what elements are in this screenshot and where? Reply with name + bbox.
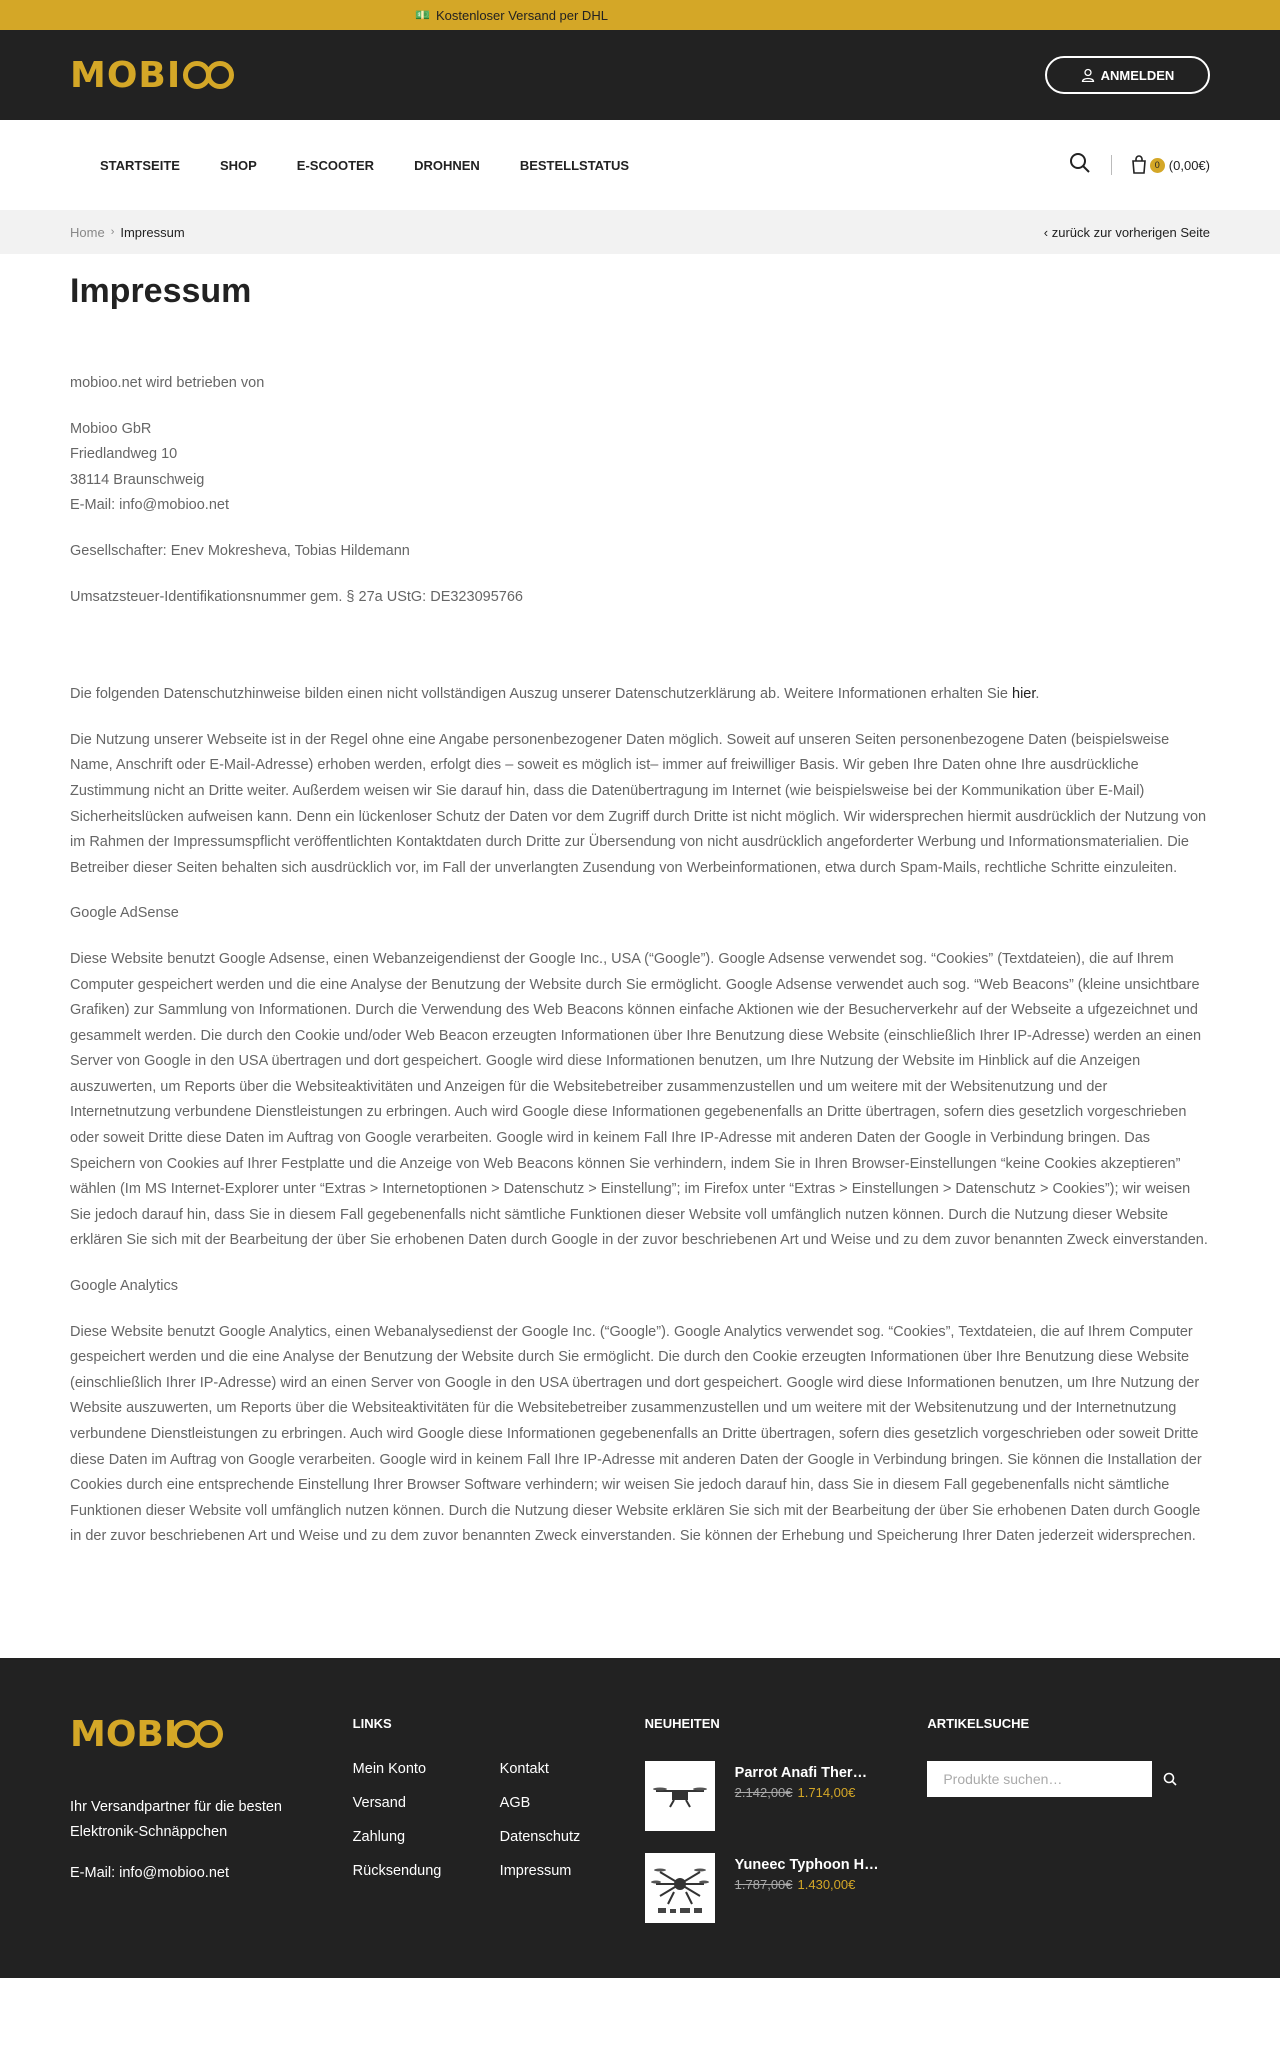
nav-item-bestellstatus[interactable]: BESTELLSTATUS — [519, 157, 630, 173]
vat-text: Umsatzsteuer-Identifikationsnummer gem. § 27a UStG: DE323095766 — [70, 588, 523, 605]
analytics-heading: Google Analytics — [70, 1278, 179, 1295]
footer-search — [927, 1698, 1210, 1978]
footer-logo[interactable] — [70, 1714, 353, 1755]
nav-item-shop[interactable]: SHOP — [219, 157, 257, 173]
chevron-left-icon: ‹ — [1043, 224, 1052, 240]
login-label: ANMELDEN — [1100, 67, 1175, 83]
cart-count-badge: 0 — [1150, 158, 1165, 173]
partners-text: Gesellschafter: Enev Mokresheva, Tobias Hildemann — [70, 542, 410, 559]
chevron-right-icon: › — [110, 226, 115, 238]
product-item[interactable] — [645, 1761, 928, 1831]
login-button[interactable] — [1045, 56, 1210, 94]
breadcrumb — [0, 210, 1280, 254]
site-header — [0, 30, 1280, 120]
footer-search-heading: ARTIKELSUCHE — [927, 1715, 1030, 1731]
privacy-link[interactable]: hier — [1012, 686, 1036, 703]
footer-link-impressum[interactable]: Impressum — [499, 1862, 572, 1879]
logo-text: MOBI — [70, 54, 182, 96]
privacy-intro-text: Die folgenden Datenschutzhinweise bilden einen nicht vollständigen Auszug unserer Datenschutzerklärung ab. Weitere Informationen erhalten Sie — [70, 686, 1013, 703]
breadcrumb-home[interactable]: Home — [70, 224, 105, 240]
site-logo[interactable] — [70, 55, 234, 96]
logo-rings — [181, 61, 234, 89]
drone-image[interactable] — [645, 1853, 715, 1923]
analytics-paragraph: Diese Website benutzt Google Analytics, einen Webanalysedienst der Google Inc. (“Google”). Google Analytics verwendet sog. “Cookies”, Textdateien, die auf Ihrem Computer gespeichert werden und die eine Analyse der Benutzung der Website durch Sie ermöglicht. Die durch den Cookie erzeugten Informationen über Ihre Benutzung diese Website (einschließlich Ihrer IP-Adresse) wird an einen Server von Google in den USA übertragen und dort gespeichert. Google wird diese Informationen benutzen, um Ihre Nutzung der Website auszuwerten, um Reports über die Websiteaktivitäten für die Websitebetreiber zusammenzustellen und um weitere mit der Websitenutzung und der Internetnutzung verbundene Dienstleistungen zu erbringen. Auch wird Google diese Informationen gegebenenfalls an Dritte übertragen, sofern dies gesetzlich vorgeschrieben oder soweit Dritte diese Daten im Auftrag von Google verarbeiten. Google wird in keinem Fall Ihre IP-Adresse mit anderen Daten der Google in Verbindung bringen. Sie können die Installation der Cookies durch eine entsprechende Einstellung Ihrer Browser Software verhindern; wir weisen Sie jedoch darauf hin, dass Sie in diesem Fall gegebenenfalls nicht sämtliche Funktionen dieser Website voll umfänglich nutzen können. Durch die Nutzung dieser Website erklären Sie sich mit der Bearbeitung der über Sie erhobenen Daten durch Google in der zuvor beschriebenen Art und Weise und zu dem zuvor benannten Zweck einverstanden. Sie können der Erhebung und Speicherung Ihrer Daten jederzeit widersprechen. — [70, 1323, 1202, 1545]
footer-logo-text: MOBI — [70, 1713, 178, 1755]
footer-links — [353, 1698, 645, 1978]
footer-link-ruecksendung[interactable]: Rücksendung — [352, 1862, 442, 1879]
product-price: 1.430,00€ — [797, 1876, 856, 1892]
user-icon — [1081, 68, 1095, 82]
cart-icon — [1130, 155, 1148, 175]
footer-link-agb[interactable]: AGB — [499, 1794, 531, 1811]
shipping-bar — [0, 0, 1280, 30]
intro-text: mobioo.net wird betrieben von — [70, 375, 265, 391]
address-email: E-Mail: info@mobioo.net — [70, 497, 229, 514]
product-item[interactable] — [645, 1853, 928, 1923]
adsense-heading: Google AdSense — [70, 905, 179, 922]
adsense-paragraph: Diese Website benutzt Google Adsense, einen Webanzeigendienst der Google Inc., USA (“Google”). Google Adsense verwendet sog. “Cookies” (Textdateien), die auf Ihrem Computer gespeichert werden und die eine Analyse der Benutzung der Website durch Sie ermöglicht. Google Adsense verwendet auch sog. “Web Beacons” (kleine unsichtbare Grafiken) zur Sammlung von Informationen. Durch die Verwendung des Web Beacons können einfache Aktionen wie der Besucherverkehr auf der Webseite a ufgezeichnet und gesammelt werden. Die durch den Cookie und/oder Web Beacon erzeugten Informationen über Ihre Benutzung diese Website (einschließlich Ihrer IP-Adresse) werden an einen Server von Google in den USA übertragen und dort gespeichert. Google wird diese Informationen benutzen, um Ihre Nutzung der Website im Hinblick auf die Anzeigen auszuwerten, um Reports über die Websiteaktivitäten und Anzeigen für die Websitebetreiber zusammenzustellen und um weitere mit der Websitenutzung und der Internetnutzung verbundene Dienstleistungen zu erbringen. Auch wird Google diese Informationen gegebenenfalls an Dritte übertragen, sofern dies gesetzlich vorgeschrieben oder soweit Dritte diese Daten im Auftrag von Google verarbeiten. Google wird in keinem Fall Ihre IP-Adresse mit anderen Daten der Google in Verbindung bringen. Das Speichern von Cookies auf Ihrer Festplatte und die Anzeige von Web Beacons können Sie verhindern, indem Sie in Ihren Browser-Einstellungen “keine Cookies akzeptieren” wählen (Im MS Internet-Explorer unter “Extras > Internetoptionen > Datenschutz > Einstellung”; im Firefox unter “Extras > Einstellungen > Datenschutz > Cookies”); wir weisen Sie jedoch darauf hin, dass Sie in diesem Fall gegebenenfalls nicht sämtliche Funktionen dieser Website voll umfänglich nutzen können. Durch die Nutzung dieser Website erklären Sie sich mit der Bearbeitung der über Sie erhobenen Daten durch Google in der zuvor beschriebenen Art und Weise und zu dem zuvor benannten Zweck einverstanden. — [70, 950, 1208, 1249]
usage-paragraph: Die Nutzung unserer Webseite ist in der Regel ohne eine Angabe personenbezogener Daten möglich. Soweit auf unseren Seiten personenbezogene Daten (beispielsweise Name, Anschrift oder E-Mail-Adresse) erhoben werden, erfolgt dies – soweit es möglich ist– immer auf freiwilliger Basis. Wir geben Ihre Daten ohne Ihre ausdrückliche Zustimmung nicht an Dritte weiter. Außerdem weisen wir Sie darauf hin, dass die Datenübertragung im Internet (wie beispielsweise bei der Kommunikation über E-Mail) Sicherheitslücken aufweisen kann. Denn ein lückenloser Schutz der Daten vor dem Zugriff durch Dritte ist nicht möglich. Wir widersprechen hiermit ausdrücklich der Nutzung von im Rahmen der Impressumspflicht veröffentlichten Kontaktdaten durch Dritte zur Übersendung von nicht ausdrücklich angeforderter Werbung und Informationsmaterialien. Die Betreiber dieser Seiten behalten sich ausdrücklich vor, im Fall der unverlangten Zusendung von Werbeinformationen, etwa durch Spam-Mails, rechtliche Schritte einzuleiten. — [70, 731, 1207, 876]
nav-item-e-scooter[interactable]: E-SCOOTER — [296, 157, 375, 173]
footer-link-kontakt[interactable]: Kontakt — [499, 1760, 549, 1777]
cart-total: (0,00€) — [1168, 157, 1210, 173]
shipping-text: Kostenloser Versand per DHL — [435, 7, 608, 23]
page-title: Impressum — [70, 272, 252, 310]
money-icon: 💵 — [415, 8, 430, 22]
footer-new-heading: NEUHEITEN — [644, 1715, 720, 1731]
breadcrumb-current: Impressum — [120, 224, 185, 240]
product-price: 1.714,00€ — [797, 1784, 856, 1800]
nav-item-drohnen[interactable]: DROHNEN — [414, 157, 480, 173]
footer-about — [70, 1698, 353, 1978]
cart-button[interactable] — [1130, 155, 1210, 175]
product-name[interactable]: Yuneec Typhoon H… — [734, 1856, 879, 1873]
drone-image[interactable] — [645, 1761, 715, 1831]
product-search-input[interactable] — [927, 1761, 1152, 1797]
privacy-intro — [70, 682, 1210, 708]
nav-divider — [1111, 155, 1112, 175]
footer-link-zahlung[interactable]: Zahlung — [352, 1828, 406, 1845]
product-old-price: 2.142,00€ — [734, 1784, 793, 1800]
company-address — [70, 417, 1210, 519]
footer-link-mein-konto[interactable]: Mein Konto — [352, 1760, 427, 1777]
footer-links-heading: LINKS — [352, 1715, 392, 1731]
site-footer — [0, 1658, 1280, 1978]
main-nav — [0, 120, 1280, 210]
search-submit-button[interactable] — [1152, 1761, 1188, 1797]
footer-tagline: Ihr Versandpartner für die besten Elektronik-Schnäppchen — [70, 1798, 282, 1840]
product-old-price: 1.787,00€ — [734, 1876, 793, 1892]
footer-link-datenschutz[interactable]: Datenschutz — [499, 1828, 581, 1845]
product-name[interactable]: Parrot Anafi Ther… — [734, 1764, 868, 1781]
address-line: Mobioo GbR — [70, 420, 152, 437]
search-icon[interactable] — [1069, 152, 1091, 179]
main-content — [0, 272, 1280, 1550]
back-link-label: zurück zur vorherigen Seite — [1051, 224, 1210, 240]
privacy-intro-end: . — [1035, 686, 1040, 703]
back-link[interactable] — [1044, 225, 1210, 240]
nav-item-startseite[interactable]: STARTSEITE — [100, 157, 180, 173]
address-line: Friedlandweg 10 — [70, 446, 178, 463]
search-icon — [1163, 1772, 1177, 1786]
footer-new-products — [645, 1698, 928, 1978]
footer-link-versand[interactable]: Versand — [352, 1794, 406, 1811]
address-line: 38114 Braunschweig — [70, 471, 205, 488]
footer-email: E-Mail: info@mobioo.net — [70, 1864, 229, 1881]
